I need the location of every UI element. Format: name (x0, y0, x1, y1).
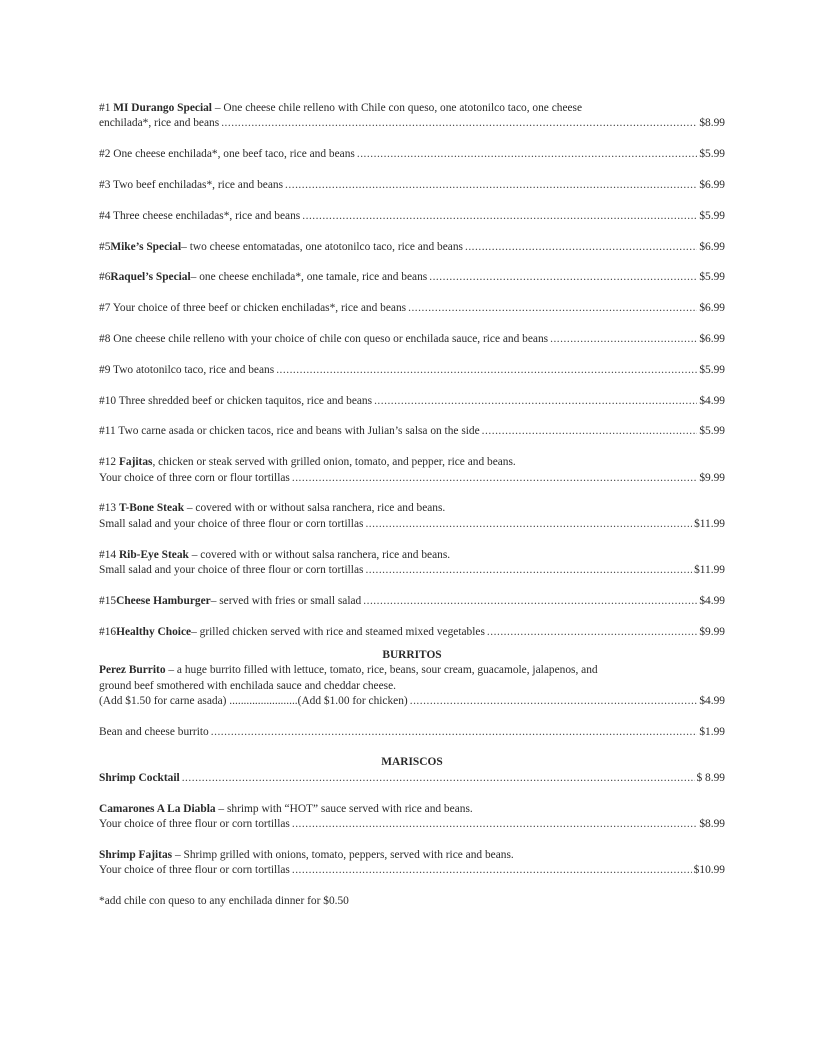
item-price: $8.99 (699, 818, 725, 831)
item-price: $6.99 (699, 302, 725, 315)
leader-dots (429, 270, 697, 285)
item-description-cont: Your choice of three flour or corn tortillas (99, 864, 290, 877)
menu-item-3 (99, 178, 725, 193)
item-title: Perez Burrito (99, 664, 166, 677)
menu-item-9 (99, 363, 725, 378)
item-title: Shrimp Cocktail (99, 771, 180, 784)
item-description-cont: Small salad and your choice of three flour or corn tortillas (99, 563, 364, 576)
leader-dots (292, 817, 698, 832)
item-price: $ 8.99 (696, 771, 725, 784)
menu-item-2 (99, 147, 725, 162)
item-price: $11.99 (694, 517, 725, 530)
shrimp-cocktail (99, 771, 725, 786)
menu-item-12 (99, 455, 725, 486)
leader-dots (465, 240, 697, 255)
leader-dots (374, 394, 697, 409)
item-description: – served with fries or small salad (210, 594, 362, 607)
menu-item-6 (99, 270, 725, 285)
menu-item-1 (99, 101, 725, 132)
leader-dots (211, 725, 698, 740)
item-description: #4 Three cheese enchiladas*, rice and beans (99, 209, 301, 222)
leader-dots (363, 594, 697, 609)
item-price: $8.99 (699, 117, 725, 130)
item-title: Rib-Eye Steak (118, 548, 189, 561)
section-heading-mariscos: MARISCOS (381, 756, 443, 769)
item-title: Fajitas (118, 456, 153, 469)
leader-dots (292, 863, 692, 878)
item-price: $5.99 (699, 148, 725, 161)
item-description: – Shrimp grilled with onions, tomato, peppers, served with rice and beans. (172, 848, 514, 861)
leader-dots (365, 517, 692, 532)
menu-item-13 (99, 501, 725, 532)
item-title: Camarones A La Diabla (99, 802, 216, 815)
item-title: MI Durango Special (113, 102, 212, 114)
item-price: $9.99 (699, 471, 725, 484)
item-number: #16 (99, 625, 117, 638)
item-title: Shrimp Fajitas (99, 848, 173, 861)
item-description-cont: ground beef smothered with enchilada sauce and cheddar cheese. (99, 679, 396, 692)
leader-dots (408, 301, 697, 316)
item-description: – shrimp with “HOT” sauce served with rice and beans. (215, 802, 473, 815)
leader-dots (487, 625, 697, 640)
item-description: – One cheese chile relleno with Chile con queso, one atotonilco taco, one cheese (211, 102, 583, 114)
item-description: #10 Three shredded beef or chicken taquitos, rice and beans (99, 394, 373, 407)
item-description: – one cheese enchilada*, one tamale, rice and beans (190, 271, 428, 284)
item-description: #11 Two carne asada or chicken tacos, rice and beans with Julian’s salsa on the side (99, 425, 480, 438)
leader-dots (292, 471, 698, 486)
leader-dots (221, 116, 697, 131)
item-description-cont: Your choice of three flour or corn tortillas (99, 818, 290, 831)
menu-item-7 (99, 301, 725, 316)
shrimp-fajitas (99, 848, 725, 879)
item-number: #5 (99, 240, 111, 253)
item-title: Cheese Hamburger (116, 594, 211, 607)
item-description: #2 One cheese enchilada*, one beef taco, rice and beans (99, 148, 355, 161)
menu-item-10 (99, 394, 725, 409)
item-price: $5.99 (699, 363, 725, 376)
item-title: Raquel’s Special (110, 271, 191, 284)
bean-cheese-burrito (99, 725, 725, 740)
perez-burrito (99, 663, 725, 709)
item-price: $9.99 (699, 625, 725, 638)
item-description: #9 Two atotonilco taco, rice and beans (99, 363, 275, 376)
item-price: $6.99 (699, 240, 725, 253)
item-description-cont: enchilada*, rice and beans (99, 117, 220, 130)
item-title: Mike’s Special (110, 240, 182, 253)
leader-dots (365, 563, 692, 578)
item-description: – grilled chicken served with rice and steamed mixed vegetables (191, 625, 485, 638)
item-number: #1 (99, 102, 114, 114)
menu-item-15 (99, 594, 725, 609)
menu-item-8 (99, 332, 725, 347)
item-price: $4.99 (699, 594, 725, 607)
leader-dots (482, 424, 698, 439)
add-chicken: (Add $1.00 for chicken) (297, 695, 408, 708)
camarones-a-la-diabla (99, 802, 725, 833)
item-price: $5.99 (699, 209, 725, 222)
item-price: $4.99 (699, 394, 725, 407)
leader-dots (357, 147, 698, 162)
item-description: – covered with or without salsa ranchera, rice and beans. (188, 548, 451, 561)
leader-dots (550, 332, 697, 347)
item-description: – a huge burrito filled with lettuce, tomato, rice, beans, sour cream, guacamole, jalapenos, and (165, 664, 598, 677)
leader-dots (276, 363, 697, 378)
item-price: $5.99 (699, 425, 725, 438)
item-price: $10.99 (693, 864, 725, 877)
item-number: #15 (99, 594, 117, 607)
item-title: T-Bone Steak (118, 502, 185, 515)
leader-dots (410, 694, 698, 709)
menu-item-16 (99, 625, 725, 640)
leader-dots (302, 209, 697, 224)
item-number: #14 (99, 548, 119, 561)
section-heading-burritos: BURRITOS (382, 648, 442, 661)
item-price: $6.99 (699, 332, 725, 345)
footnote: *add chile con queso to any enchilada dinner for $0.50 (99, 895, 349, 908)
item-number: #6 (99, 271, 111, 284)
menu-item-5 (99, 240, 725, 255)
item-description-cont: Your choice of three corn or flour tortillas (99, 471, 290, 484)
item-description: #7 Your choice of three beef or chicken enchiladas*, rice and beans (99, 302, 407, 315)
item-description: – covered with or without salsa ranchera, rice and beans. (184, 502, 446, 515)
item-number: #13 (99, 502, 119, 515)
item-description: , chicken or steak served with grilled onion, tomato, and pepper, rice and beans. (152, 456, 516, 469)
menu-list (99, 101, 725, 909)
item-price: $5.99 (699, 271, 725, 284)
item-description: – two cheese entomatadas, one atotonilco taco, rice and beans (181, 240, 463, 253)
item-price: $1.99 (699, 726, 725, 738)
leader-dots (285, 178, 697, 193)
item-price: $11.99 (694, 563, 725, 576)
item-number: #12 (99, 456, 119, 469)
item-description-cont: Small salad and your choice of three flour or corn tortillas (99, 517, 364, 530)
item-price: $4.99 (699, 695, 725, 708)
item-description: #3 Two beef enchiladas*, rice and beans (99, 179, 284, 191)
item-description: #8 One cheese chile relleno with your choice of chile con queso or enchilada sauce, rice and beans (99, 332, 549, 345)
menu-item-11 (99, 424, 725, 439)
menu-item-4 (99, 209, 725, 224)
leader-dots (182, 771, 695, 786)
item-price: $6.99 (699, 179, 725, 191)
item-title: Healthy Choice (116, 625, 192, 638)
menu-item-14 (99, 548, 725, 579)
item-description: Bean and cheese burrito (99, 726, 209, 738)
add-carne-asada: (Add $1.50 for carne asada) ........................ (99, 695, 298, 708)
